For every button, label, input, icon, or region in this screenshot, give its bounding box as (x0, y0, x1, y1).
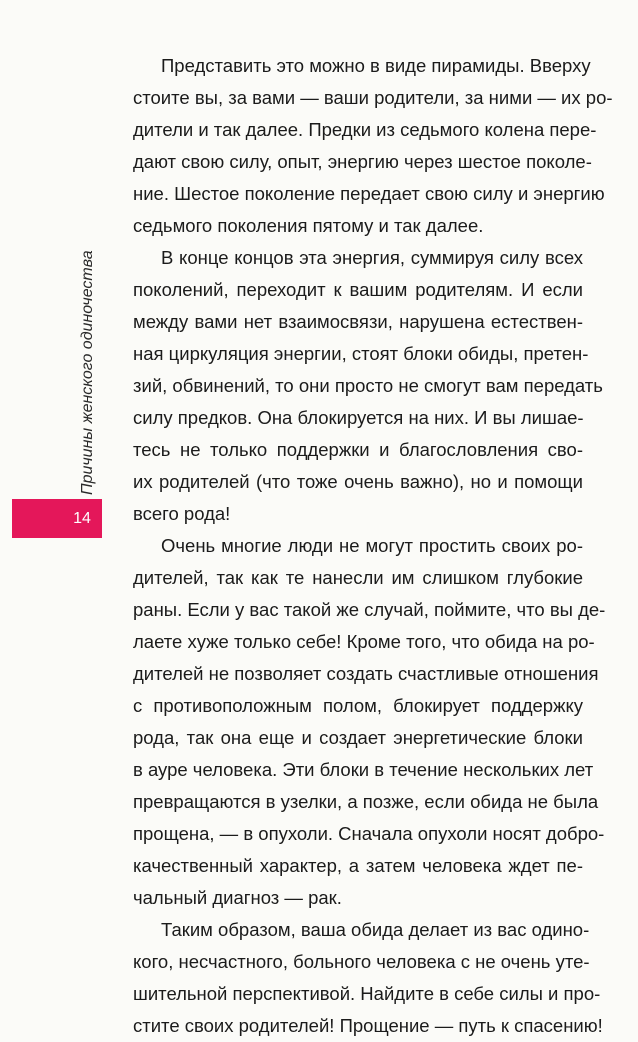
text-line: ние. Шестое поколение передает свою силу и энергию (133, 183, 605, 204)
body-text (133, 50, 613, 1042)
text-line: в ауре человека. Эти блоки в течение нескольких лет (133, 759, 594, 780)
text-line: дителей не позволяет создать счастливые отношения (133, 663, 599, 684)
text-line: зий, обвинений, то они просто не смогут вам передать (133, 375, 603, 396)
text-line: кого, несчастного, больного человека с не очень уте- (133, 951, 590, 972)
text-line: всего рода! (133, 503, 231, 524)
text-line: дители и так далее. Предки из седьмого колена пере- (133, 119, 597, 140)
page-number: 14 (73, 510, 91, 527)
text-line: Представить это можно в виде пирамиды. Вверху (161, 55, 591, 76)
text-line: ная циркуляция энергии, стоят блоки обиды, претен- (133, 343, 589, 364)
text-line: Очень многие люди не могут простить своих ро- (161, 535, 583, 556)
text-line: силу предков. Она блокируется на них. И вы лишае- (133, 407, 584, 428)
text-line: между вами нет взаимосвязи, нарушена естествен- (133, 311, 583, 332)
text-line: поколений, переходит к вашим родителям. И если (133, 279, 583, 300)
text-line: лаете хуже только себе! Кроме того, что обида на ро- (133, 631, 595, 652)
text-line: седьмого поколения пятому и так далее. (133, 215, 484, 236)
text-line: рода, так она еще и создает энергетические блоки (133, 727, 583, 748)
text-line: Таким образом, ваша обида делает из вас одино- (161, 919, 590, 940)
text-line: с противоположным полом, блокирует поддержку (133, 695, 583, 716)
text-line: шительной перспективой. Найдите в себе силы и про- (133, 983, 601, 1004)
text-line: стите своих родителей! Прощение — путь к спасению! (133, 1015, 603, 1036)
text-line: превращаются в узелки, а позже, если обида не была (133, 791, 599, 812)
text-line: В конце концов эта энергия, суммируя силу всех (161, 247, 583, 268)
running-title: Причины женского одиночества (79, 250, 96, 495)
text-line: прощена, — в опухоли. Сначала опухоли носят добро- (133, 823, 605, 844)
text-line: качественный характер, а затем человека ждет пе- (133, 855, 583, 876)
text-line: стоите вы, за вами — ваши родители, за ними — их ро- (133, 87, 613, 108)
text-line: дают свою силу, опыт, энергию через шестое поколе- (133, 151, 592, 172)
text-line: тесь не только поддержки и благословления сво- (133, 439, 583, 460)
text-line: раны. Если у вас такой же случай, поймите, что вы де- (133, 599, 606, 620)
text-line: дителей, так как те нанесли им слишком глубокие (133, 567, 583, 588)
text-line: чальный диагноз — рак. (133, 887, 342, 908)
text-line: их родителей (что тоже очень важно), но и помощи (133, 471, 583, 492)
